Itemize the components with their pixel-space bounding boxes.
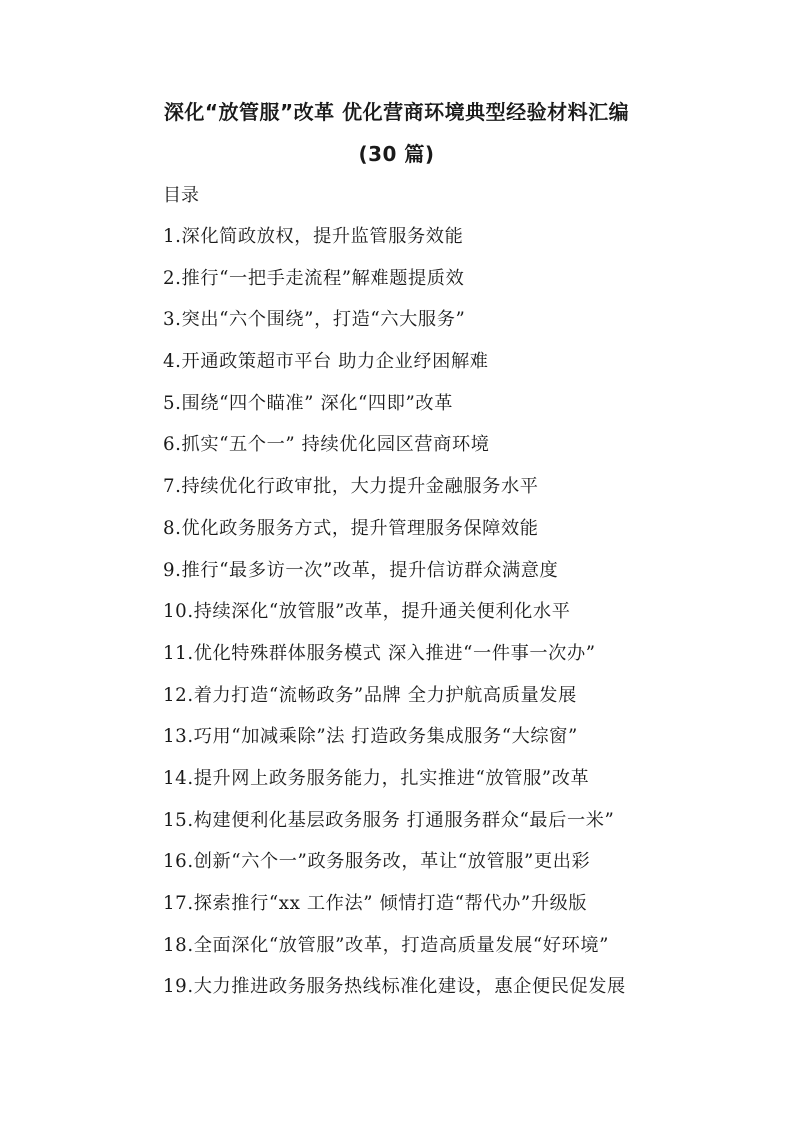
toc-item: 10.持续深化“放管服”改革，提升通关便利化水平 — [163, 601, 571, 623]
toc-item: 13.巧用“加减乘除”法 打造政务集成服务“大综窗” — [163, 726, 578, 748]
document-title: 深化“放管服”改革 优化营商环境典型经验材料汇编 — [163, 100, 630, 124]
toc-item: 3.突出“六个围绕”，打造“六大服务” — [163, 309, 466, 331]
document-subtitle: (30 篇) — [358, 142, 435, 166]
toc-item: 15.构建便利化基层政务服务 打通服务群众“最后一米” — [163, 809, 615, 831]
toc-item: 12.着力打造“流畅政务”品牌 全力护航高质量发展 — [163, 684, 577, 706]
toc-item: 14.提升网上政务服务能力，扎实推进“放管服”改革 — [163, 767, 590, 789]
toc-item: 19.大力推进政务服务热线标准化建设，惠企便民促发展 — [163, 976, 626, 998]
toc-item: 1.深化简政放权，提升监管服务效能 — [163, 226, 464, 247]
table-of-contents — [163, 223, 626, 1015]
toc-item: 17.探索推行“xx 工作法” 倾情打造“帮代办”升级版 — [163, 893, 588, 914]
toc-item: 6.抓实“五个一” 持续优化园区营商环境 — [163, 434, 490, 456]
toc-item: 9.推行“最多访一次”改革，提升信访群众满意度 — [163, 559, 559, 581]
toc-item: 11.优化特殊群体服务模式 深入推进“一件事一次办” — [163, 642, 596, 664]
toc-item: 16.创新“六个一”政务服务改，革让“放管服”更出彩 — [163, 851, 591, 873]
toc-item: 2.推行“一把手走流程”解难题提质效 — [163, 267, 465, 289]
toc-item: 7.持续优化行政审批，大力提升金融服务水平 — [163, 476, 539, 498]
toc-item: 4.开通政策超市平台 助力企业纾困解难 — [163, 351, 489, 373]
toc-item: 5.围绕“四个瞄准” 深化“四即”改革 — [163, 392, 453, 414]
toc-heading: 目录 — [163, 185, 199, 206]
toc-item: 8.优化政务服务方式，提升管理服务保障效能 — [163, 517, 539, 539]
toc-item: 18.全面深化“放管服”改革，打造高质量发展“好环境” — [163, 934, 610, 956]
